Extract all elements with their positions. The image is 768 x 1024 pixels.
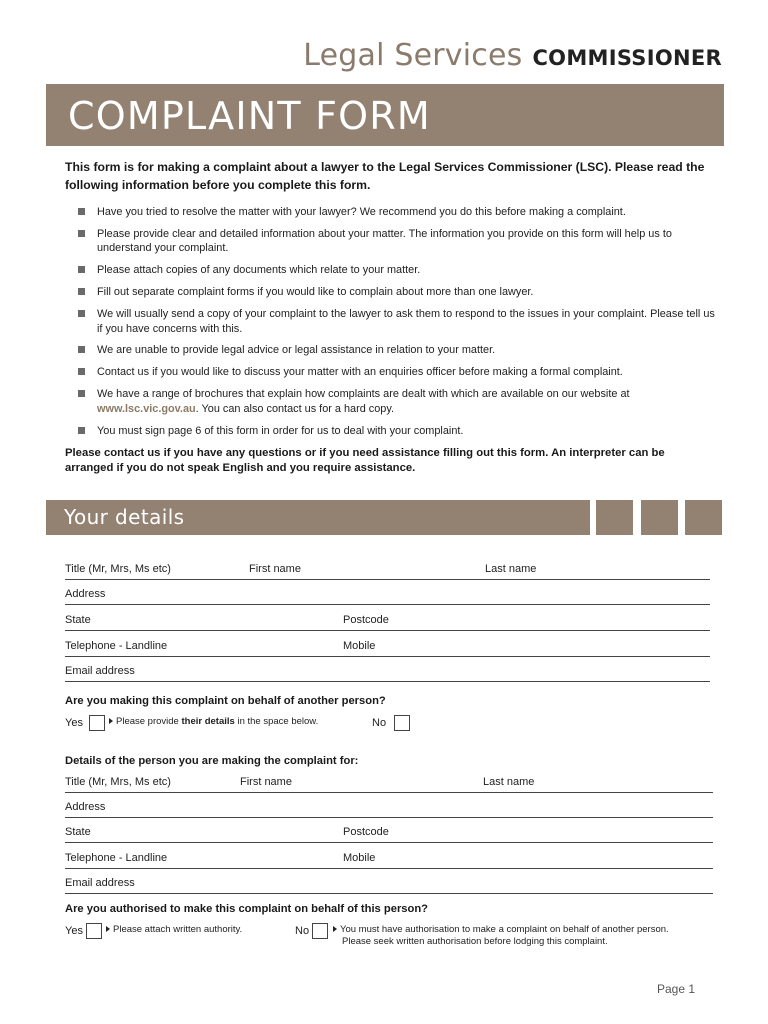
square-bullet-icon xyxy=(78,208,85,215)
page-title: COMPLAINT FORM xyxy=(68,94,431,138)
square-bullet-icon xyxy=(78,310,85,317)
bullet-item: We will usually send a copy of your complaint to the lawyer to ask them to respond to the issues in your complaint. Please tell us if you have concerns with this. xyxy=(78,307,718,336)
mobile-label: Mobile xyxy=(343,640,376,652)
other-mobile-label: Mobile xyxy=(343,852,376,864)
address-label: Address xyxy=(65,588,106,600)
bullet-item: We are unable to provide legal advice or legal assistance in relation to your matter. xyxy=(78,343,718,358)
bullet-item: Please attach copies of any documents which relate to your matter. xyxy=(78,263,718,278)
square-bullet-icon xyxy=(78,288,85,295)
other-state-postcode-row[interactable] xyxy=(65,826,713,843)
state-postcode-row[interactable] xyxy=(65,614,710,631)
authorised-yes-note: Please attach written authority. xyxy=(106,924,242,936)
name-row[interactable] xyxy=(65,563,710,580)
title-banner xyxy=(46,84,724,146)
section-title: Your details xyxy=(64,505,185,529)
last-name-label: Last name xyxy=(485,563,537,575)
other-address-field[interactable] xyxy=(65,801,713,818)
postcode-label: Postcode xyxy=(343,614,389,626)
authorised-question: Are you authorised to make this complaint on behalf of this person? xyxy=(65,903,429,915)
decorative-square xyxy=(685,500,722,535)
authorised-no-checkbox[interactable] xyxy=(312,923,328,939)
other-email-field[interactable] xyxy=(65,877,713,894)
square-bullet-icon xyxy=(78,266,85,273)
bullet-item: You must sign page 6 of this form in order for us to deal with your complaint. xyxy=(78,424,718,439)
bullet-item: Contact us if you would like to discuss your matter with an enquiries officer before making a formal complaint. xyxy=(78,365,718,380)
bullet-item-website: We have a range of brochures that explain how complaints are dealt with which are available on our website at www.lsc.vic.gov.au. You can also contact us for a hard copy. xyxy=(78,387,718,416)
bullet-item: Please provide clear and detailed information about your matter. The information you provide on this form will help us to understand your complaint. xyxy=(78,227,718,256)
other-landline-label: Telephone - Landline xyxy=(65,852,168,864)
contact-notice: Please contact us if you have any questions or if you need assistance filling out this form. An interpreter can be arranged if you do not speak English and you require assistance. xyxy=(65,447,665,474)
state-label: State xyxy=(65,614,91,626)
arrow-right-icon xyxy=(106,926,110,932)
other-person-heading: Details of the person you are making the complaint for: xyxy=(65,755,359,767)
arrow-right-icon xyxy=(333,926,337,932)
other-phone-row[interactable] xyxy=(65,852,713,869)
no-label: No xyxy=(372,717,387,729)
email-label: Email address xyxy=(65,665,135,677)
page-number: Page 1 xyxy=(657,982,696,996)
yes-label: Yes xyxy=(65,925,83,937)
behalf-yes-note: Please provide their details in the space below. xyxy=(109,716,318,728)
square-bullet-icon xyxy=(78,427,85,434)
decorative-square xyxy=(596,500,633,535)
behalf-question: Are you making this complaint on behalf of another person? xyxy=(65,695,386,707)
other-postcode-label: Postcode xyxy=(343,826,389,838)
website-link[interactable]: www.lsc.vic.gov.au xyxy=(97,402,196,415)
square-bullet-icon xyxy=(78,346,85,353)
title-label: Title (Mr, Mrs, Ms etc) xyxy=(65,563,171,575)
first-name-label: First name xyxy=(249,563,301,575)
other-email-label: Email address xyxy=(65,877,135,889)
brand-name-light: Legal Services xyxy=(303,38,523,73)
square-bullet-icon xyxy=(78,230,85,237)
email-field[interactable] xyxy=(65,665,710,682)
bullet-item: Fill out separate complaint forms if you would like to complain about more than one lawyer. xyxy=(78,285,718,300)
behalf-no-checkbox[interactable] xyxy=(394,715,410,731)
decorative-square xyxy=(641,500,678,535)
authorised-no-note: You must have authorisation to make a complaint on behalf of another person. Please seek written authorisation before lodging this complaint. xyxy=(333,924,669,948)
brand-logo xyxy=(303,38,722,73)
authorised-yes-checkbox[interactable] xyxy=(86,923,102,939)
square-bullet-icon xyxy=(78,390,85,397)
other-title-label: Title (Mr, Mrs, Ms etc) xyxy=(65,776,171,788)
other-state-label: State xyxy=(65,826,91,838)
square-bullet-icon xyxy=(78,368,85,375)
other-first-name-label: First name xyxy=(240,776,292,788)
brand-name-bold: COMMISSIONER xyxy=(532,46,722,70)
other-name-row[interactable] xyxy=(65,776,713,793)
info-bullet-list xyxy=(78,205,718,446)
arrow-right-icon xyxy=(109,718,113,724)
behalf-yes-checkbox[interactable] xyxy=(89,715,105,731)
landline-label: Telephone - Landline xyxy=(65,640,168,652)
other-last-name-label: Last name xyxy=(483,776,535,788)
yes-label: Yes xyxy=(65,717,83,729)
other-address-label: Address xyxy=(65,801,106,813)
bullet-item: Have you tried to resolve the matter with your lawyer? We recommend you do this before making a complaint. xyxy=(78,205,718,220)
no-label: No xyxy=(295,925,310,937)
intro-text: This form is for making a complaint about a lawyer to the Legal Services Commissioner (LSC). Please read the following information before you complete this form. xyxy=(65,160,705,192)
address-field[interactable] xyxy=(65,588,710,605)
phone-row[interactable] xyxy=(65,640,710,657)
section-banner xyxy=(46,500,590,535)
